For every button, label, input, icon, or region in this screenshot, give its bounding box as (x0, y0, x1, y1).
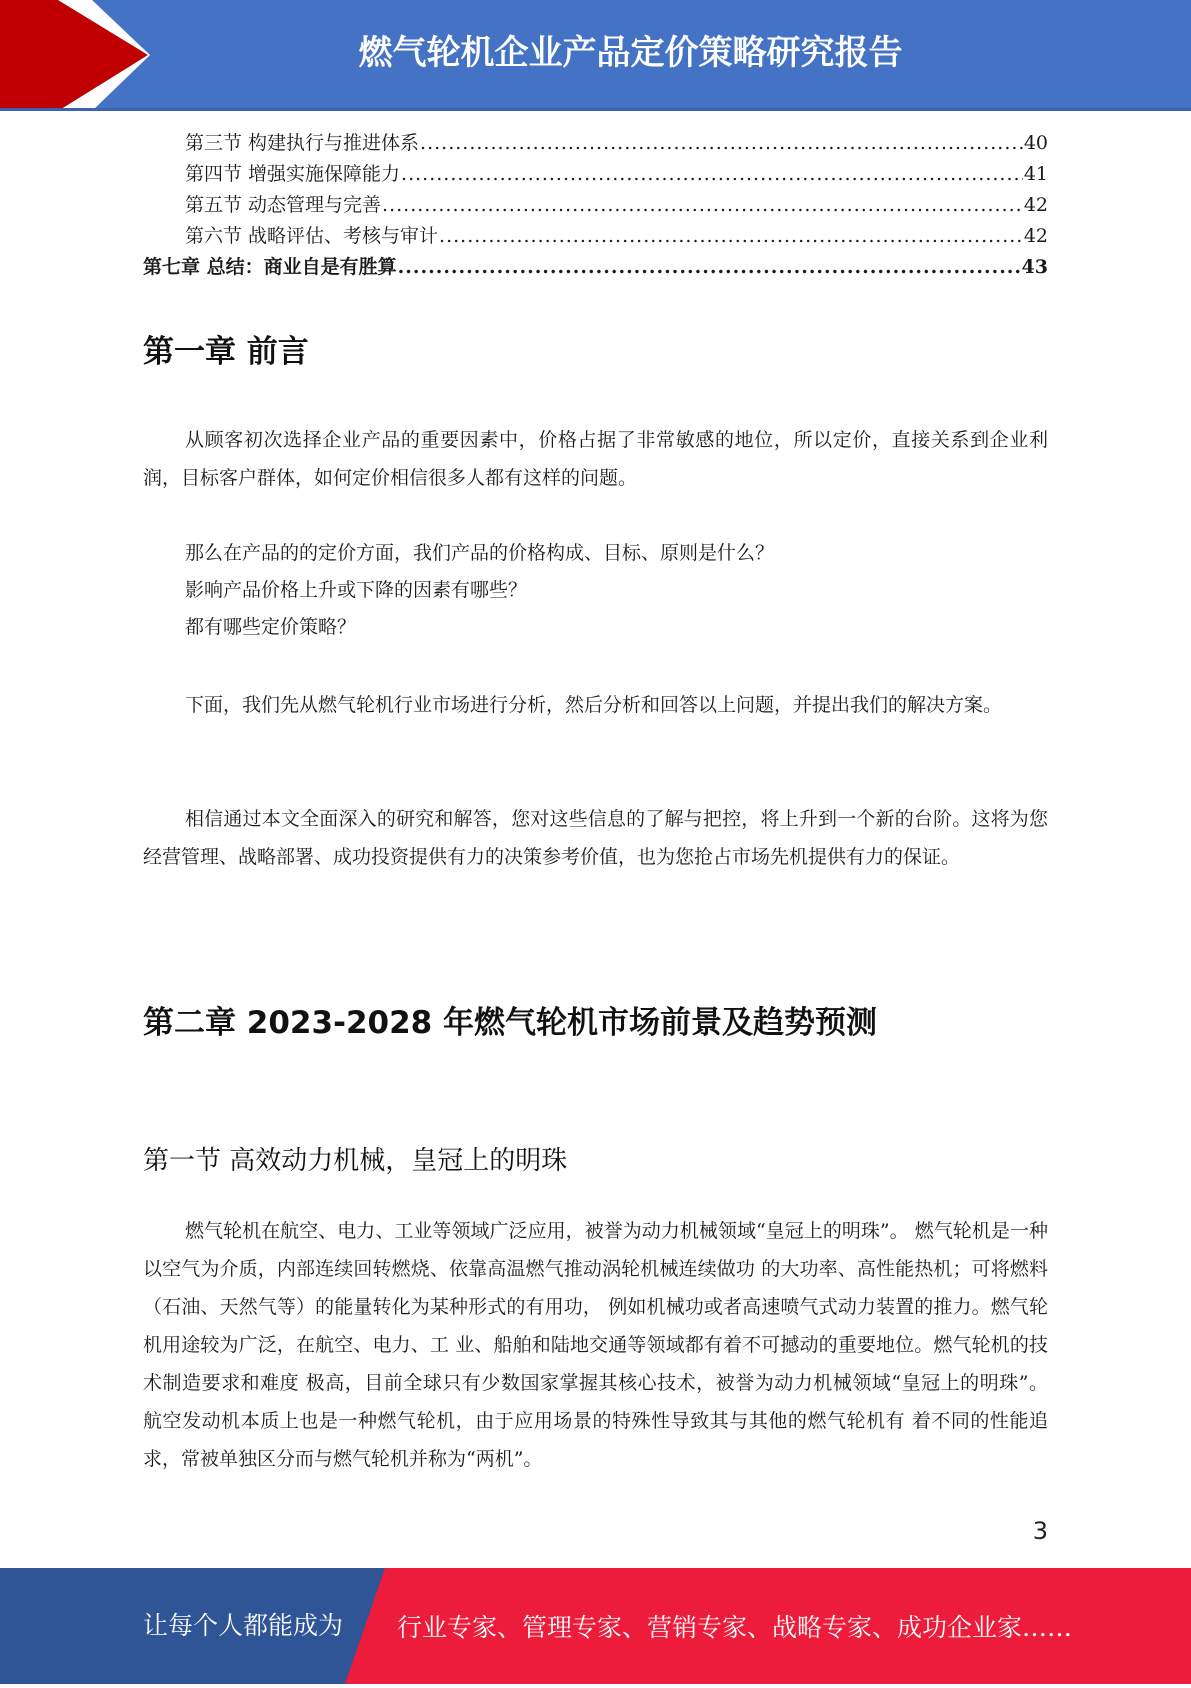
question-item: 那么在产品的的定价方面，我们产品的价格构成、目标、原则是什么？ (185, 542, 775, 564)
toc-entry-chapter[interactable] (143, 252, 1048, 283)
toc-entry-page: 42 (1023, 194, 1048, 216)
chapter-1-paragraph-3: 相信通过本文全面深入的研究和解答，您对这些信息的了解与把控，将上升到一个新的台阶。这将为您经营管理、战略部署、成功投资提供有力的决策参考价值，也为您抢占市场先机提供有力的保证。 (143, 808, 1048, 868)
toc-leader-dots (398, 256, 1021, 278)
toc-entry-page: 43 (1021, 256, 1048, 278)
page-number: 3 (1032, 1517, 1048, 1545)
toc-entry[interactable] (143, 190, 1048, 221)
toc-leader-dots (439, 225, 1023, 247)
question-item: 影响产品价格上升或下降的因素有哪些？ (185, 579, 528, 601)
chapter-1-paragraph-2: 下面，我们先从燃气轮机行业市场进行分析，然后分析和回答以上问题，并提出我们的解决方案。 (185, 694, 1003, 716)
chapter-2-heading: 第二章 2023-2028 年燃气轮机市场前景及趋势预测 (143, 1005, 878, 1041)
section-1-heading: 第一节 高效动力机械，皇冠上的明珠 (143, 1146, 568, 1176)
toc-entry-page: 40 (1023, 132, 1048, 154)
toc-entry-page: 42 (1023, 225, 1048, 247)
footer-slogan-left: 让每个人都能成为 (143, 1611, 344, 1640)
footer-slogan-right: 行业专家、管理专家、营销专家、战略专家、成功企业家…… (397, 1613, 1073, 1642)
toc-leader-dots (420, 132, 1023, 154)
toc-entry-page: 41 (1023, 163, 1048, 185)
toc-entry-label: 第三节 构建执行与推进体系 (185, 132, 420, 154)
chapter-1-heading: 第一章 前言 (143, 334, 309, 370)
toc-leader-dots (401, 163, 1023, 185)
question-item: 都有哪些定价策略？ (185, 616, 357, 638)
toc-entry-label: 第四节 增强实施保障能力 (185, 163, 401, 185)
toc-leader-dots (382, 194, 1023, 216)
toc-entry[interactable] (143, 128, 1048, 159)
page-header (0, 0, 1191, 111)
section-1-paragraph: 燃气轮机在航空、电力、工业等领域广泛应用，被誉为动力机械领域“皇冠上的明珠”。 燃气轮机是一种以空气为介质，内部连续回转燃烧、依靠高温燃气推动涡轮机械连续做功 的大功率、高性能热机；可将燃料（石油、天然气等）的能量转化为某种形式的有用功， 例如机械功或者高速喷气式动力装置的推力。燃气轮机用途较为广泛，在航空、电力、工 业、船舶和陆地交通等领域都有着不可撼动的重要地位。燃气轮机的技术制造要求和难度 极高，目前全球只有少数国家掌握其核心技术，被誉为动力机械领域“皇冠上的明珠”。 航空发动机本质上也是一种燃气轮机，由于应用场景的特殊性导致其与其他的燃气轮机有 着不同的性能追求，常被单独区分而与燃气轮机并称为“两机”。 (143, 1220, 1048, 1470)
page-footer (0, 1568, 1191, 1684)
question-list (185, 535, 774, 646)
toc-entry-label: 第五节 动态管理与完善 (185, 194, 382, 216)
toc-entry-label: 第七章 总结：商业自是有胜算 (143, 256, 397, 278)
report-title: 燃气轮机企业产品定价策略研究报告 (358, 33, 903, 73)
table-of-contents (143, 128, 1048, 283)
chapter-1-paragraph-1: 从顾客初次选择企业产品的重要因素中，价格占据了非常敏感的地位，所以定价，直接关系到企业利润，目标客户群体，如何定价相信很多人都有这样的问题。 (143, 429, 1048, 489)
toc-entry-label: 第六节 战略评估、考核与审计 (185, 225, 439, 247)
toc-entry[interactable] (143, 221, 1048, 252)
toc-entry[interactable] (143, 159, 1048, 190)
